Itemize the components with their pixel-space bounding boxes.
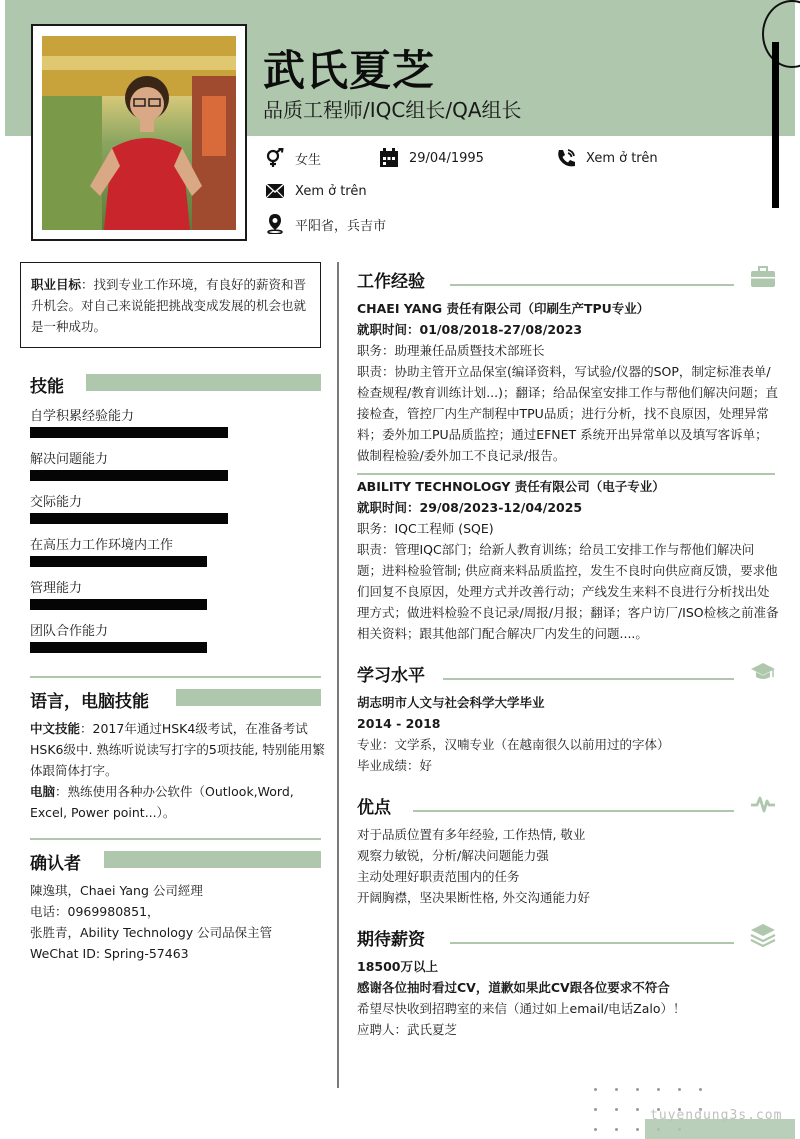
applicant-signature: 应聘人：武氏夏芝	[357, 1022, 458, 1037]
birthday-info	[379, 148, 484, 168]
graduation-grade: 毕业成绩：好	[357, 758, 433, 773]
job-period: 就职时间：29/08/2023-12/04/2025	[357, 500, 583, 515]
objective-text: ：找到专业工作环境，有良好的薪资和晋升机会。对自己来说能把挑战变成发展的机会也就是一种成功。	[31, 277, 307, 334]
gender-value: 女生	[295, 152, 322, 168]
languages-heading: 语言，电脑技能	[30, 692, 149, 712]
skill-label: 解决问题能力	[30, 452, 109, 467]
email-value: Xem ở trên	[295, 183, 367, 199]
phone-icon	[556, 148, 576, 168]
job-company: ABILITY TECHNOLOGY 责任有限公司（电子专业）	[357, 479, 665, 494]
job-title: 品质工程师/IQC组长/QA组长	[263, 98, 522, 122]
strength-item: 观察力敏锐，分析/解决问题能力强	[357, 848, 549, 863]
education-heading: 学习水平	[357, 666, 425, 686]
layers-icon	[750, 923, 776, 947]
education-entry	[357, 692, 779, 776]
reference-line: WeChat ID: Spring-57463	[30, 946, 189, 961]
job-company: CHAEI YANG 责任有限公司（印刷生产TPU专业）	[357, 301, 650, 316]
job-duties: 职责：管理IQC部门；给新人教育训练；给员工安排工作与帮他们解决问题；进料检验管制; 供应商来料品质监控，发生不良时向供应商反馈，要求他们回复不良原因，处理方式并改善行动；产线发生来料不良进行分析找出处理方式；做进料检验不良记录/周报/月报；翻译；客户访厂/ISO检核之前准备相关资料；跟其他部门配合解决厂内发生的问题....。	[357, 542, 779, 641]
skills-heading-bar	[86, 374, 321, 391]
gender-info	[265, 148, 321, 168]
strength-item: 主动处理好职责范围内的任务	[357, 869, 520, 884]
references-text	[30, 880, 326, 964]
gender-icon	[265, 148, 285, 168]
references-heading-bar	[104, 851, 321, 868]
job-position: 职务：助理兼任品质暨技术部班长	[357, 343, 545, 358]
reference-line: 陳逸琪，Chaei Yang 公司經理	[30, 883, 203, 898]
salary-heading: 期待薪资	[357, 930, 425, 950]
section-rule	[30, 676, 321, 678]
reference-line: 张胜青，Ability Technology 公司品保主管	[30, 925, 273, 940]
job-entry-2	[357, 476, 779, 644]
chinese-skill-label: 中文技能	[30, 721, 81, 736]
location-pin-icon	[265, 214, 285, 234]
calendar-icon	[379, 148, 399, 168]
objective-label: 职业目标	[31, 277, 82, 292]
references-heading: 确认者	[30, 854, 81, 874]
salary-amount: 18500万以上	[357, 959, 438, 974]
phone-value: Xem ở trên	[586, 150, 658, 166]
skill-level-bar	[30, 642, 207, 653]
job-period: 就职时间：01/08/2018-27/08/2023	[357, 322, 583, 337]
candidate-name: 武氏夏芝	[263, 46, 436, 95]
skill-level-bar	[30, 470, 228, 481]
experience-heading: 工作经验	[357, 272, 425, 292]
study-years: 2014 - 2018	[357, 716, 441, 731]
computer-skill-text: ：熟练使用各种办公软件（Outlook,Word, Excel, Power point...）。	[30, 784, 294, 820]
strength-item: 对于品质位置有多年经验, 工作热情, 敬业	[357, 827, 586, 842]
column-divider	[337, 262, 339, 1088]
major: 专业：文学系，汉喃专业（在越南很久以前用过的字体）	[357, 737, 670, 752]
thanks-note: 感谢各位抽时看过CV，道歉如果此CV跟各位要求不符合	[357, 980, 670, 995]
skill-level-bar	[30, 599, 207, 610]
computer-skill-label: 电脑	[30, 784, 56, 799]
heartbeat-icon	[750, 792, 776, 816]
languages-heading-bar	[176, 689, 321, 706]
phone-info	[556, 148, 658, 168]
section-rule	[30, 838, 321, 840]
languages-text	[30, 718, 326, 823]
skills-heading: 技能	[30, 377, 64, 397]
profile-photo	[42, 36, 236, 230]
envelope-icon	[265, 181, 285, 201]
graduation-cap-icon	[750, 659, 776, 683]
job-position: 职务：IQC工程师 (SQE)	[357, 521, 494, 536]
strength-item: 开阔胸襟，坚决果断性格, 外交沟通能力好	[357, 890, 590, 905]
reference-line: 电话：0969980851，	[30, 904, 160, 919]
strengths-heading: 优点	[357, 798, 391, 818]
heading-line	[443, 678, 734, 680]
decorative-bar	[772, 42, 779, 208]
job-entry-1	[357, 298, 779, 466]
heading-line	[450, 284, 734, 286]
skill-level-bar	[30, 556, 207, 567]
briefcase-icon	[750, 265, 776, 289]
skill-level-bar	[30, 427, 228, 438]
skill-label: 管理能力	[30, 581, 83, 596]
chinese-skill-text: ：2017年通过HSK4级考试，在准备考试HSK6级中. 熟练听说读写打字的5项技能, 特别能用繁体跟简体打字。	[30, 721, 325, 778]
heading-line	[413, 810, 734, 812]
contact-hope: 希望尽快收到招聘室的来信（通过如上email/电话Zalo）！	[357, 1001, 686, 1016]
skill-label: 自学积累经验能力	[30, 409, 135, 424]
skill-label: 交际能力	[30, 495, 83, 510]
address-info	[265, 214, 386, 234]
skill-label: 在高压力工作环境内工作	[30, 538, 174, 553]
address-value: 平阳省，兵吉市	[295, 218, 387, 234]
heading-line	[450, 942, 734, 944]
job-separator	[357, 473, 775, 475]
salary-entry	[357, 956, 779, 1040]
strengths-list	[357, 824, 779, 908]
job-duties: 职责：协助主管开立品保室(编译资料，写试验/仪器的SOP，制定标准表单/检查规程/教育训练计划...)；翻译；给品保室安排工作与帮他们解决问题；直接检查，管控厂内生产制程中TPU品质；进行分析，找不良原因，处理异常料；委外加工PU品质监控；通过EFNET 系统开出异常单以及填写客诉单；做制程检验/委外加工不良记录/报告。	[357, 364, 779, 463]
school-name: 胡志明市人文与社会科学大学毕业	[357, 695, 545, 710]
birthday-value: 29/04/1995	[409, 150, 484, 166]
career-objective	[20, 262, 321, 348]
email-info	[265, 181, 367, 201]
skill-level-bar	[30, 513, 228, 524]
skill-label: 团队合作能力	[30, 624, 109, 639]
watermark: tuyendung3s.com	[650, 1108, 783, 1123]
